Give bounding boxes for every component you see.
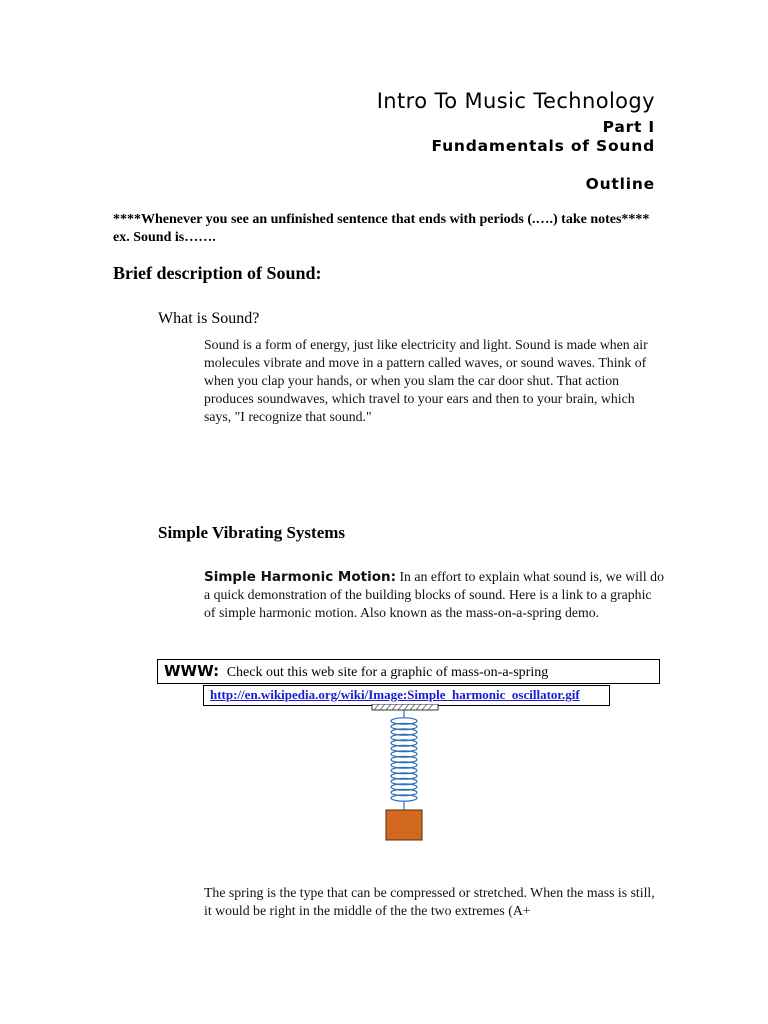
subheading-what-is-sound: What is Sound? [158,310,260,327]
www-text: Check out this web site for a graphic of mass-on-a-spring [226,665,549,680]
oscillator-link[interactable]: http://en.wikipedia.org/wiki/Image:Simple_harmonic_oscillator.gif [210,687,580,702]
section-heading-vibrating-systems: Simple Vibrating Systems [158,523,346,542]
paragraph-spring: The spring is the type that can be compressed or stretched. When the mass is still, it would be right in the middle of the the two extremes (A+ [204,885,655,918]
outline-label: Outline [585,175,655,193]
mass-block [386,810,422,840]
shm-label: Simple Harmonic Motion: [204,569,396,585]
spring-coil-icon [391,710,417,810]
link-box [203,685,610,706]
mass-spring-illustration [370,704,442,844]
note-instructions: ****Whenever you see an unfinished sentence that ends with periods (.….) take notes**** ex. Sound is……. [113,212,650,245]
document-title: Intro To Music Technology [376,89,655,113]
www-label: WWW: [164,662,220,680]
part-label: Part I [602,118,655,136]
paragraph-sound-definition: Sound is a form of energy, just like electricity and light. Sound is made when air molecules vibrate and move in a pattern called waves, or sound waves. Think of when you clap your hands, or when you slam the car door shut. That action produces soundwaves, which travel to your ears and then to your brain, which says, "I recognize that sound." [204,337,648,424]
www-callout [157,659,660,684]
paragraph-shm [204,568,664,622]
shm-text: In an effort to explain what sound is, we will do a quick demonstration of the building blocks of sound. Here is a link to a graphic of simple harmonic motion. Also known as the mass-on-a-spring demo. [204,569,664,620]
section-heading-sound: Brief description of Sound: [113,263,322,283]
ceiling-icon [372,704,438,710]
document-subtitle: Fundamentals of Sound [431,137,655,155]
